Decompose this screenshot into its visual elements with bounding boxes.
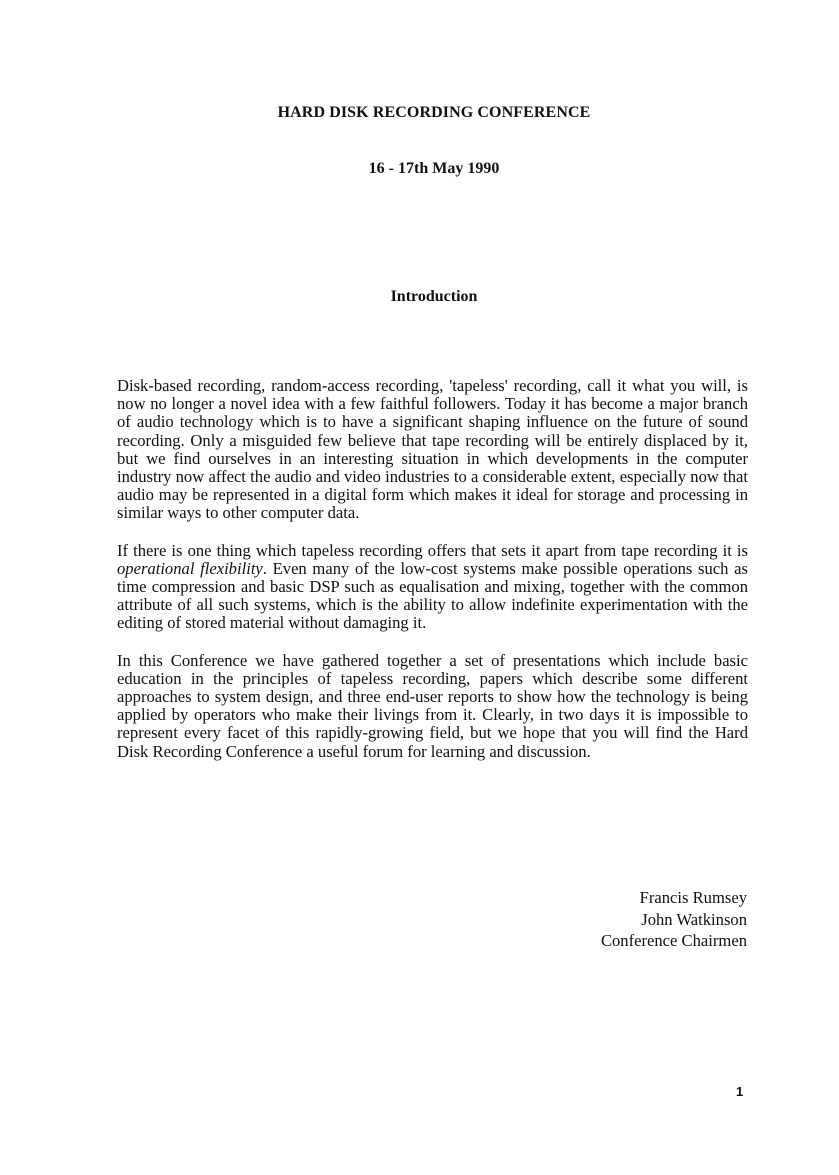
paragraph-2 [117, 542, 748, 633]
paragraph-2-text-end: . Even many of the low-cost systems make possible operations such as time compression and basic DSP such as equalisation and mixing, together with the common attribute of all such systems, which is the ability to allow indefinite experimentation with the editing of stored material without damaging it. [117, 558, 748, 633]
introduction-body [117, 377, 748, 780]
section-heading: Introduction [390, 288, 478, 305]
paragraph-2-text-start: If there is one thing which tapeless recording offers that sets it apart from tape recording it is [117, 540, 748, 560]
signatory-name-1: Francis Rumsey [639, 888, 747, 907]
conference-date: 16 - 17th May 1990 [368, 160, 500, 177]
paragraph-1: Disk-based recording, random-access recording, 'tapeless' recording, call it what you will, is now no longer a novel idea with a few faithful followers. Today it has become a major branch of audio technology which is to have a significant shaping influence on the future of sound recording. Only a misguided few believe that tape recording will be entirely displaced by it, but we find ourselves in an interesting situation in which developments in the computer industry now affect the audio and video industries to a considerable extent, especially now that audio may be represented in a digital form which makes it ideal for storage and processing in similar ways to other computer data. [117, 376, 748, 523]
signatory-role: Conference Chairmen [600, 931, 747, 950]
paragraph-2-emphasis: operational flexibility [117, 558, 263, 578]
document-title: HARD DISK RECORDING CONFERENCE [277, 104, 591, 121]
signature-block [601, 887, 747, 952]
paragraph-3: In this Conference we have gathered together a set of presentations which include basic education in the principles of tapeless recording, papers which describe some different approaches to system design, and three end-user reports to show how the technology is being applied by operators who make their livings from it. Clearly, in two days it is impossible to represent every facet of this rapidly-growing field, but we hope that you will find the Hard Disk Recording Conference a useful forum for learning and discussion. [117, 650, 748, 761]
signatory-name-2: John Watkinson [641, 909, 747, 929]
page-number: 1 [736, 1084, 744, 1099]
